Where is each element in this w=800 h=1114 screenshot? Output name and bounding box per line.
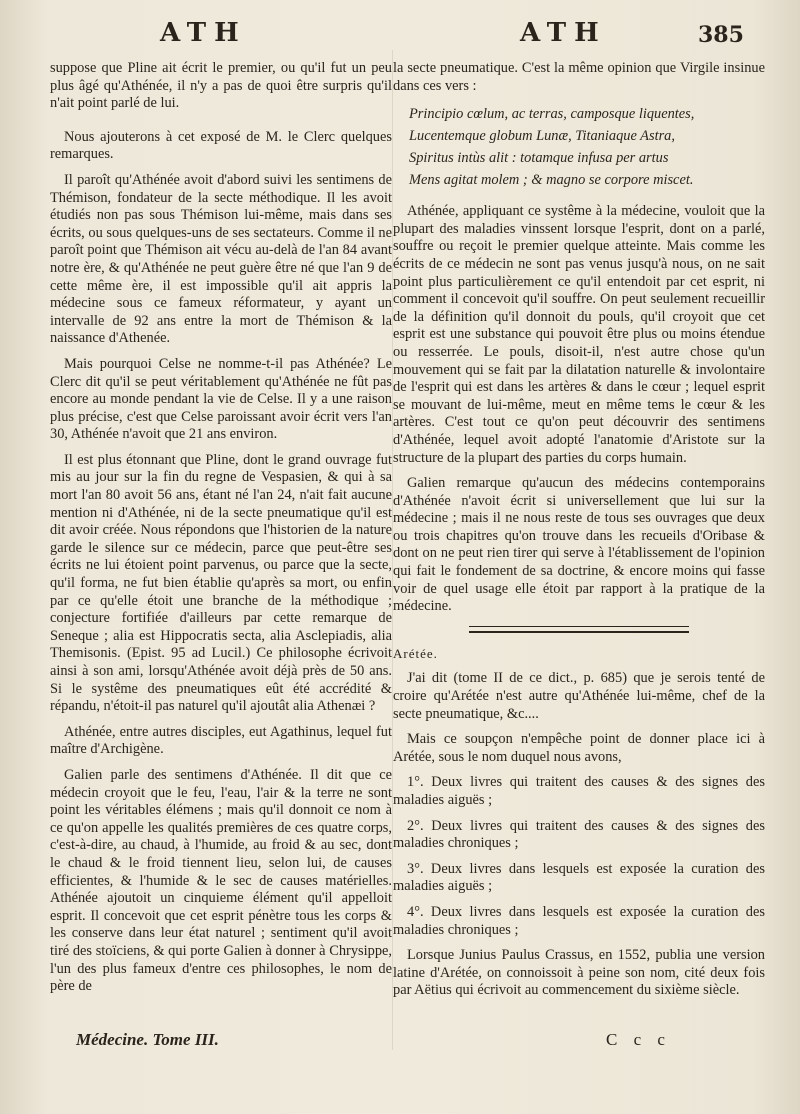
list-item: 2°. Deux livres qui traitent des causes & des signes des maladies chroniques ;	[393, 817, 765, 852]
list-item: 3°. Deux livres dans lesquels est exposée la curation des maladies aiguës ;	[393, 860, 765, 895]
paragraph: Galien parle des sentimens d'Athénée. Il dit que ce médecin croyoit que le feu, l'eau, l'air & la terre ne sont point les véritables élémens ; mais qu'il donnoit ce nom à ce qu'on appelle les qualités premières de ces quatre corps, c'est-à-dire, au chaud, à l'humide, au froid & au sec, dont le chaud & le froid tiennent lieu, selon lui, de causes efficientes, & l'humide & le sec de causes matérielles. Athénée ajoutoit un cinquieme élément qu'il appelloit esprit. Il concevoit que cet esprit pénètre tous les corps & les conserve dans leur état naturel ; sentiment qu'il avoit tiré des stoïciens, & qui porte Galien à donner à Chrysippe, l'un des plus fameux d'entre ces philosophes, le nom de père de	[50, 766, 392, 995]
list-item: 1°. Deux livres qui traitent des causes & des signes des maladies aiguës ;	[393, 774, 765, 808]
paragraph: Mais pourquoi Celse ne nomme-t-il pas Athénée? Le Clerc dit qu'il se peut véritablement qu'Athénée ne fût pas encore au monde pendant la vie de Celse. Il y a une raison plus précise, c'est que Celse paroissant avoir écrit vers l'an 30, Athénée n'avoit que 21 ans environ.	[50, 355, 392, 443]
paragraph: Il est plus étonnant que Pline, dont le grand ouvrage fut mis au jour sur la fin du regne de Vespasien, & qui à sa mort l'an 80 avoit 56 ans, étant né l'an 24, n'ait fait aucune mention ni d'Athénée, ni de la secte pneumatique qu'il est dit avoir créée. Nous répondons que l'historien de la nature garde le silence sur ce médecin, parce que peut-être ses écrits ne lui étoient point parvenus, ou parce que la secte, qu'il forma, ne fut bien établie qu'après sa mort, ou enfin par ce qu'elle étoit une branche de la méthodique ; conjecture fortifiée d'ailleurs par cette remarque de Seneque ; alia est Hippocratis secta, alia Asclepiadis, alia Themisonis. (Epist. 95 ad Lucil.) Ce philosophe écrivoit ainsi à son ami, lorsqu'Athénée avoit déjà près de 50 ans. Si le systême des pneumatiques eût été accrédité & répandu, n'étoit-il pas naturel qu'il ajoutât alia Athenæi ?	[50, 451, 392, 715]
list-item: 4°. Deux livres dans lesquels est exposée la curation des maladies chroniques ;	[393, 903, 765, 938]
paragraph: Athénée, appliquant ce systême à la médecine, vouloit que la plupart des maladies vinssent lorsque l'esprit, dont on a parlé, souffre ou reçoit le premier quelque atteinte. Mais comme les écrits de ce médecin ne sont pas venus jusqu'à nous, on ne sait point plus particulièrement ce qu'il entendoit par cet esprit, ni comment il concevoit qu'il souffre. On peut seulement recueillir de la définition qu'il donnoit du pouls, qu'il croyoit que cet esprit est une substance qui pouvoit être plus ou moins étendue ou resserrée. Le pouls, disoit-il, n'est autre chose qu'un mouvement qui se fait par la dilatation naturelle & involontaire de l'esprit qui est dans les artères & dans le cœur ; lequel esprit se mouvant de lui-même, meut en même tems le cœur & les artères. C'est tout ce qu'on peut découvrir des sentimens d'Athénée, lequel avoit adopté l'anatomie d'Aristote sur la structure de la plupart des parties du corps humain.	[393, 203, 765, 466]
running-head-left: ATH	[160, 18, 247, 48]
verse-line: Mens agitat molem ; & magno se corpore miscet.	[409, 172, 694, 189]
paragraph: suppose que Pline ait écrit le premier, ou qu'il fut un peu plus âgé qu'Athénée, il n'y a pas de quoi être surpris qu'il n'ait point parlé de lui.	[50, 60, 392, 112]
footer-catchword: C c c	[606, 1030, 671, 1049]
running-head-right: ATH	[520, 18, 607, 48]
paragraph: J'ai dit (tome II de ce dict., p. 685) que je serois tenté de croire qu'Arétée n'est autre qu'Athénée lui-même, chef de la secte pneumatique, &c....	[393, 670, 765, 722]
section-divider	[469, 626, 689, 633]
right-column	[393, 60, 765, 1008]
verse-line: Lucentemque globum Lunæ, Titaniaque Astra,	[409, 128, 675, 145]
paragraph: Lorsque Junius Paulus Crassus, en 1552, publia une version latine d'Arétée, on connoissoit à peine son nom, cité deux fois par Aëtius qui écrivoit au commencement du sixième siècle.	[393, 947, 765, 999]
verse-line: Principio cœlum, ac terras, camposque liquentes,	[409, 106, 695, 123]
footer-signature: Médecine. Tome III.	[76, 1030, 219, 1049]
paragraph: Mais ce soupçon n'empêche point de donner place ici à Arétée, sous le nom duquel nous avons,	[393, 731, 765, 765]
paragraph: la secte pneumatique. C'est la même opinion que Virgile insinue dans ces vers :	[393, 60, 765, 94]
paragraph: Athénée, entre autres disciples, eut Agathinus, lequel fut maître d'Archigène.	[50, 723, 392, 758]
paragraph: Galien remarque qu'aucun des médecins contemporains d'Athénée n'avoit écrit si universellement que lui sur la médecine ; mais il ne nous reste de tous ses ouvrages que deux ou trois chapitres qu'on trouve dans les recueils d'Oribase & dont on ne peut rien tirer qui serve à l'établissement de l'opinion qui fait le fondement de sa doctrine, & encore moins qui fasse voir de quel usage elle étoit par rapport à la pratique de la médecine.	[393, 475, 765, 615]
section-title: Arétée.	[393, 645, 438, 661]
verse-quotation	[409, 103, 765, 191]
running-head	[0, 14, 800, 54]
page-number: 385	[698, 22, 744, 48]
paragraph: Il paroît qu'Athénée avoit d'abord suivi les sentimens de Thémison, fondateur de la secte méthodique. Il les avoit étudiés non pas sous Thémison lui-même, mais dans ses écrits, ou sous quelques-uns de ses sectateurs. Comme il ne paroît point que Thémison ait vécu au-delà de l'an 84 avant notre ère, & qu'Athénée ne peut guère être né que l'an 9 de cette même ère, il est impossible qu'il ait appris la médecine sous ce fameux réformateur, y ayant un intervalle de 92 ans entre la mort de Thémison & la naissance d'Athenée.	[50, 171, 392, 347]
paragraph: Nous ajouterons à cet exposé de M. le Clerc quelques remarques.	[50, 128, 392, 163]
verse-line: Spiritus intùs alit : totamque infusa per artus	[409, 150, 669, 167]
left-column	[50, 60, 392, 1004]
